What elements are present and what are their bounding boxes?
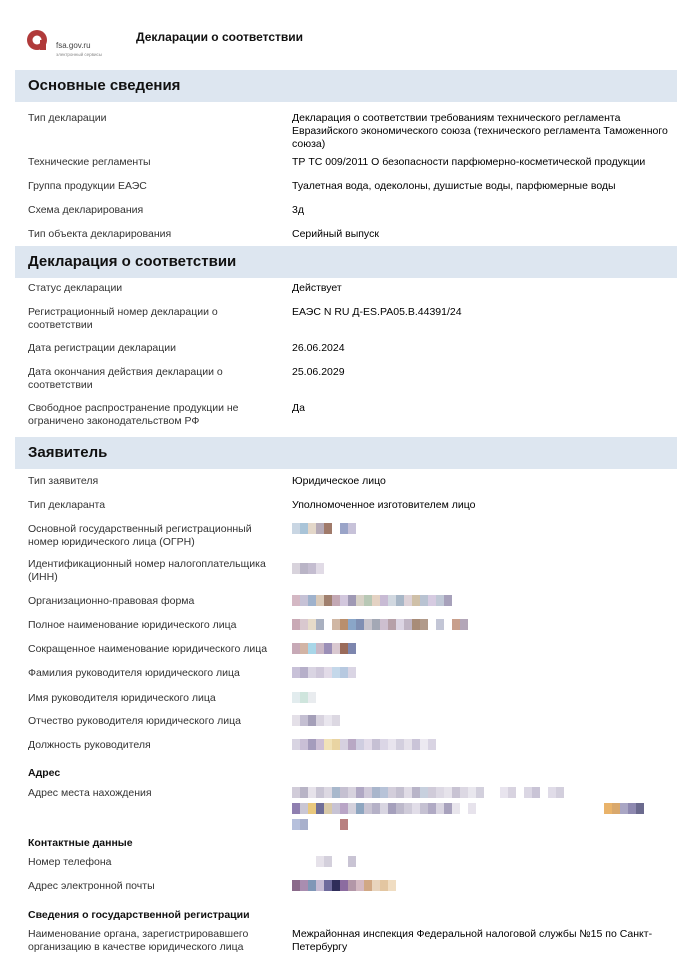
redacted-value	[292, 595, 452, 609]
field-label: Схема декларирования	[28, 204, 144, 216]
field-label: Дата окончания действия декларации о соответствии	[28, 366, 223, 391]
field-label: Идентификационный номер налогоплательщика (ИНН)	[28, 558, 266, 583]
field-value: Действует	[292, 282, 342, 294]
state-registration-heading: Сведения о государственной регистрации	[28, 909, 250, 921]
field-value: Межрайонная инспекция Федеральной налоговой службы №15 по Санкт-Петербургу	[292, 928, 653, 953]
redacted-value	[292, 563, 324, 577]
field-value: 25.06.2029	[292, 366, 345, 378]
field-label: Тип декларации	[28, 112, 107, 124]
redacted-value	[292, 739, 436, 753]
field-label: Адрес места нахождения	[28, 787, 152, 799]
section-basic-info: Основные сведения	[15, 70, 677, 102]
field-label: Свободное распространение продукции не ограничено законодательством РФ	[28, 402, 239, 427]
redacted-value	[292, 715, 340, 729]
field-label: Фамилия руководителя юридического лица	[28, 667, 240, 679]
redacted-value-line-1	[292, 787, 564, 801]
page-header	[0, 0, 693, 70]
field-value: 26.06.2024	[292, 342, 345, 354]
field-value: Декларация о соответствии требованиям технического регламента Евразийского экономического союза (технического регламента Таможенного союза)	[292, 112, 668, 150]
field-label: Должность руководителя	[28, 739, 151, 751]
field-value: Уполномоченное изготовителем лицо	[292, 499, 476, 511]
fsa-logo	[26, 26, 116, 60]
redacted-value-line-3	[292, 819, 348, 833]
field-label: Наименование органа, зарегистрировавшего организацию в качестве юридического лица	[28, 928, 249, 953]
document-title: Декларации о соответствии	[136, 30, 303, 44]
field-label: Основной государственный регистрационный номер юридического лица (ОГРН)	[28, 523, 252, 548]
contacts-heading: Контактные данные	[28, 837, 133, 849]
field-value: Туалетная вода, одеколоны, душистые воды, парфюмерные воды	[292, 180, 616, 192]
redacted-value	[292, 643, 356, 657]
redacted-value	[292, 880, 396, 894]
field-label: Сокращенное наименование юридического лица	[28, 643, 268, 655]
field-value: 3д	[292, 204, 304, 216]
redacted-value	[292, 856, 356, 870]
field-label: Тип заявителя	[28, 475, 99, 487]
section-declaration: Декларация о соответствии	[15, 246, 677, 278]
logo-subtext: электронный сервисы	[56, 52, 103, 57]
field-label: Тип объекта декларирования	[28, 228, 172, 240]
field-label: Имя руководителя юридического лица	[28, 692, 216, 704]
field-label: Отчество руководителя юридического лица	[28, 715, 241, 727]
field-label: Тип декларанта	[28, 499, 106, 511]
redacted-value	[292, 523, 356, 537]
field-label: Технические регламенты	[28, 156, 151, 168]
field-value: Да	[292, 402, 305, 414]
field-label: Статус декларации	[28, 282, 123, 294]
field-label: Адрес электронной почты	[28, 880, 155, 892]
redacted-value	[292, 619, 468, 633]
redacted-value	[292, 667, 356, 681]
address-heading: Адрес	[28, 767, 61, 779]
logo-text: fsa.gov.ru	[56, 41, 91, 50]
field-value: ЕАЭС N RU Д-ES.РА05.В.44391/24	[292, 306, 462, 318]
field-label: Номер телефона	[28, 856, 112, 868]
field-label: Полное наименование юридического лица	[28, 619, 237, 631]
field-label: Дата регистрации декларации	[28, 342, 177, 354]
field-value: Юридическое лицо	[292, 475, 386, 487]
field-label: Организационно-правовая форма	[28, 595, 195, 607]
field-label: Регистрационный номер декларации о соответствии	[28, 306, 218, 331]
field-label: Группа продукции ЕАЭС	[28, 180, 147, 192]
redacted-value	[292, 692, 316, 706]
field-value: Серийный выпуск	[292, 228, 379, 240]
field-value: ТР ТС 009/2011 О безопасности парфюмерно-косметической продукции	[292, 156, 646, 168]
section-applicant: Заявитель	[15, 437, 677, 469]
redacted-value-line-2	[292, 803, 644, 817]
